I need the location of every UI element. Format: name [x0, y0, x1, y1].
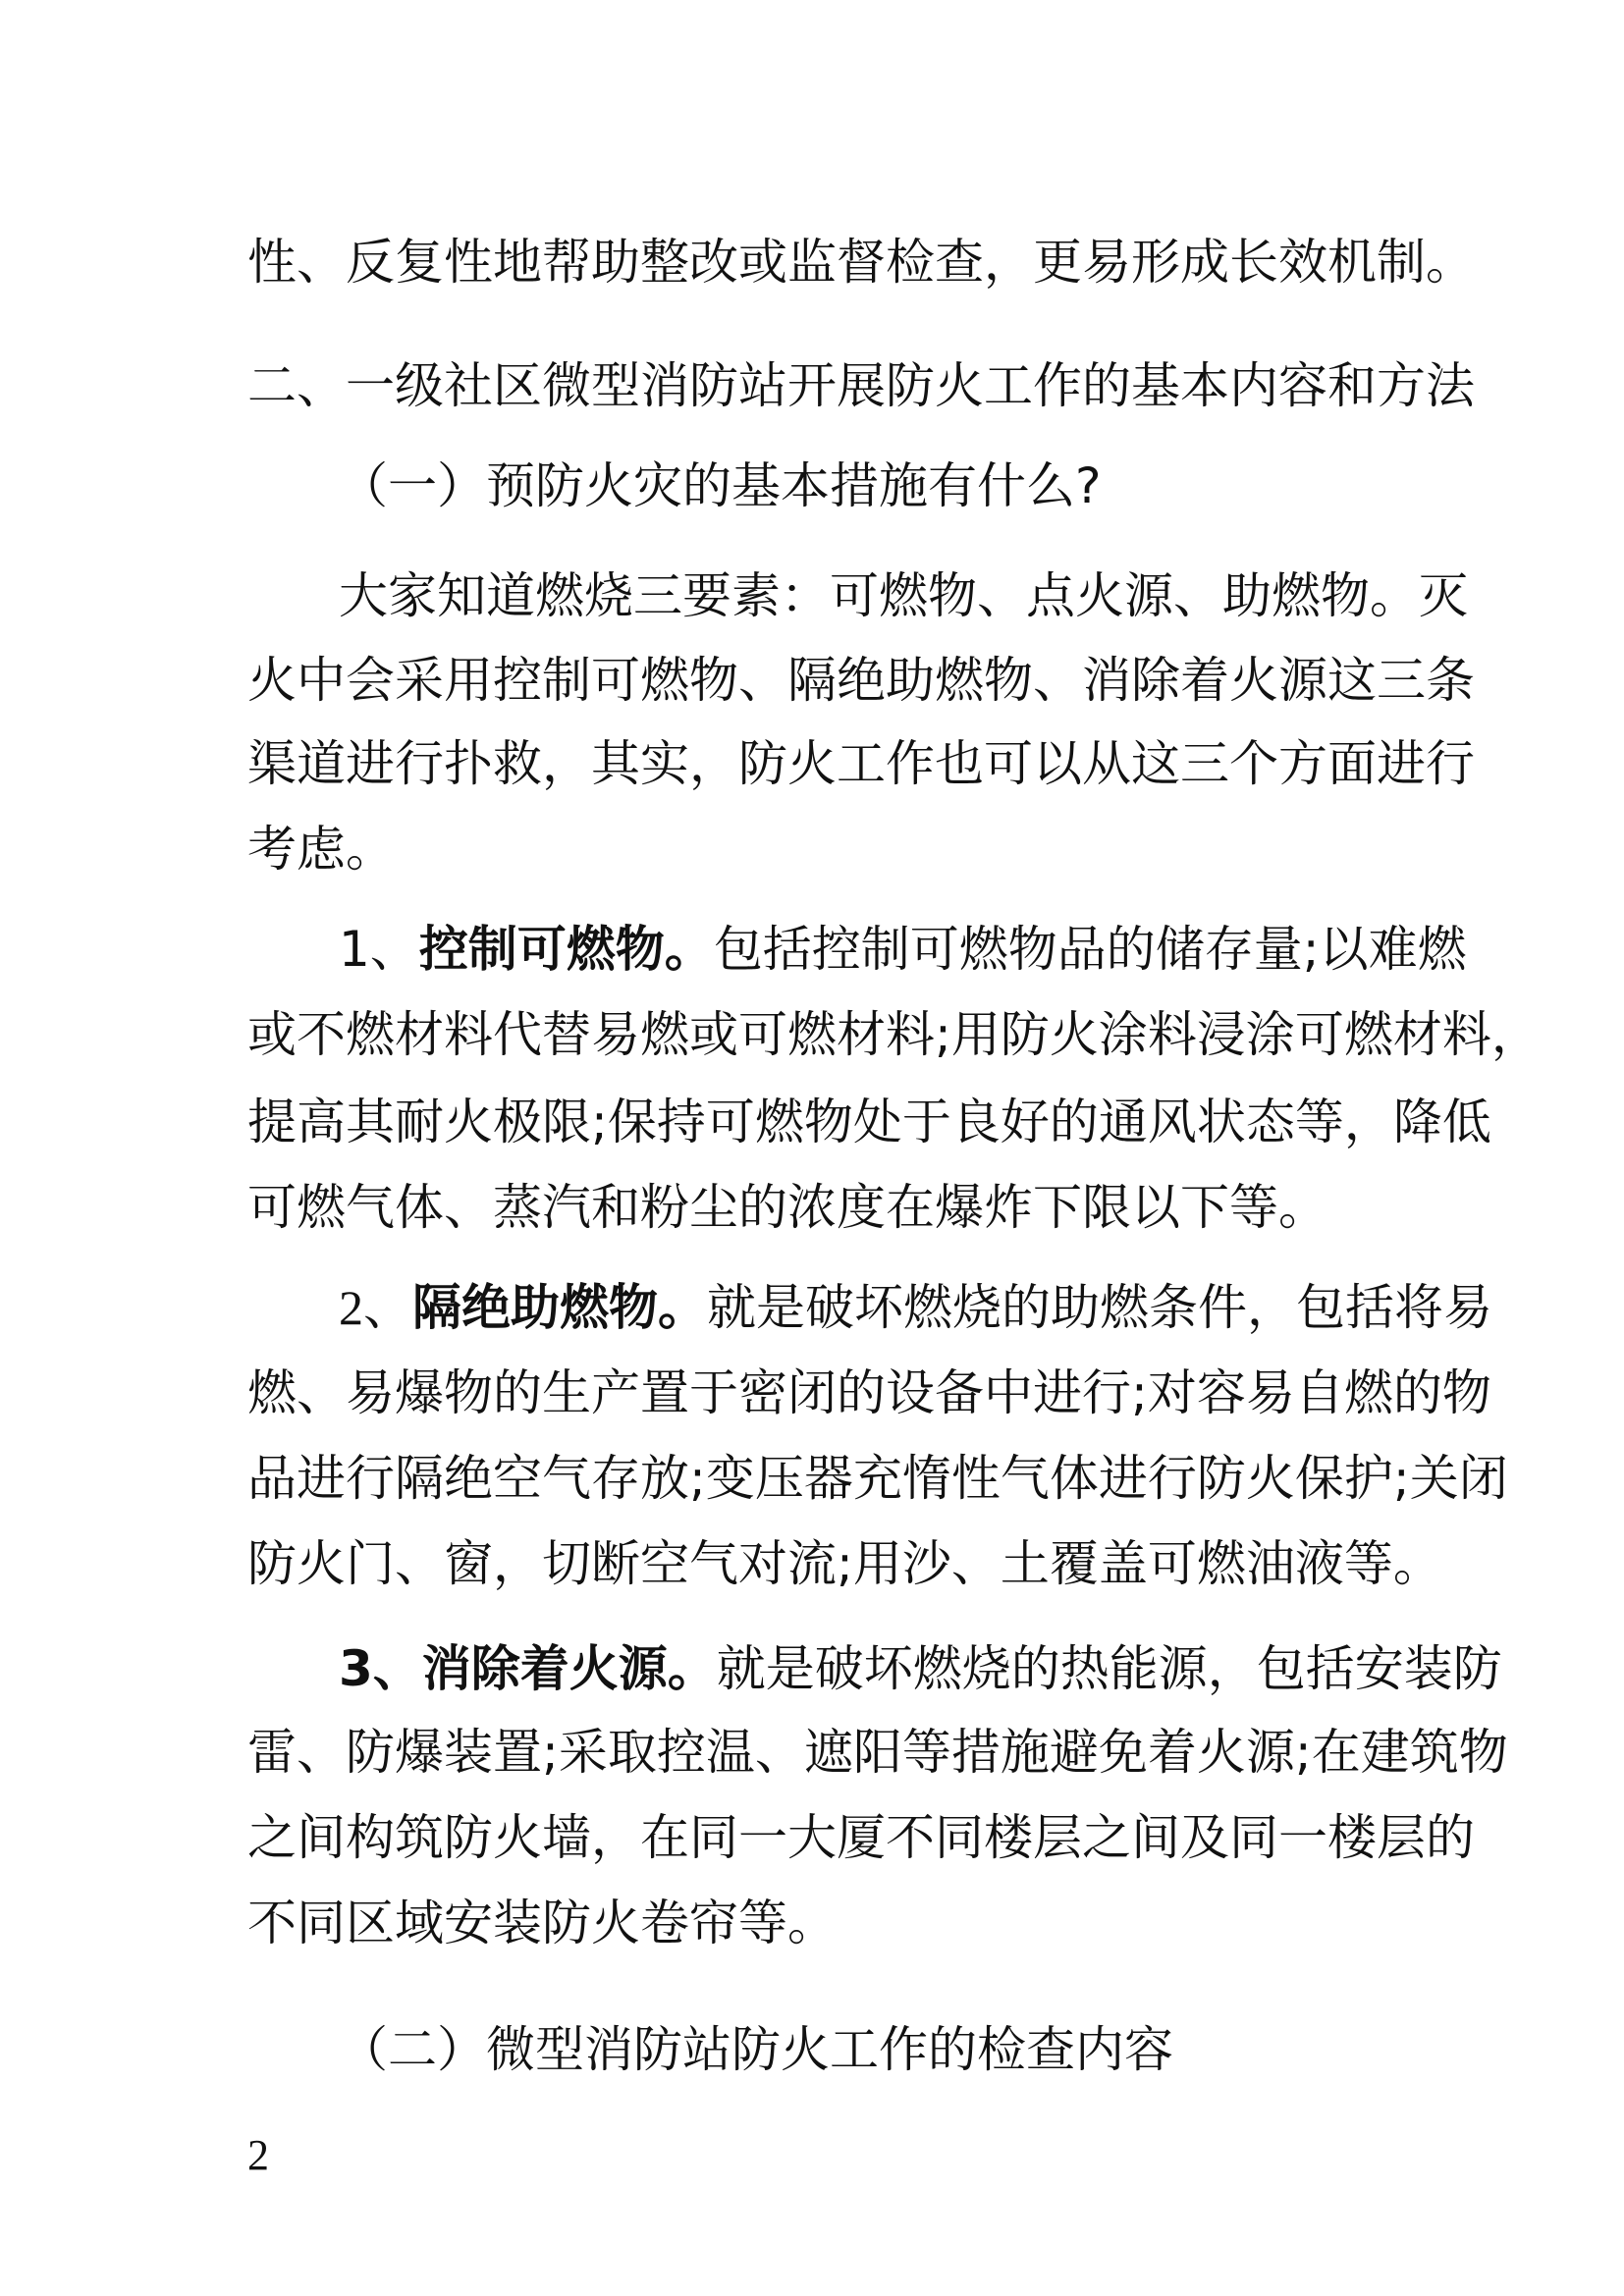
- text-segment: 可燃气体、蒸汽和粉尘的浓度在爆炸下限以下等。: [247, 1179, 1327, 1236]
- text-segment: 雷、防爆装置;采取控温、遮阳等措施避免着火源;在建筑物: [247, 1724, 1508, 1781]
- text-segment: （一）预防火灾的基本措施有什么?: [339, 457, 1102, 514]
- text-line: [339, 561, 1468, 630]
- text-segment: 1、: [339, 921, 419, 978]
- text-line: [247, 1718, 1508, 1787]
- text-line: [247, 1889, 837, 1957]
- text-segment: 2、: [339, 1280, 412, 1335]
- text-segment: 防火门、窗，切断空气对流;用沙、土覆盖可燃油液等。: [247, 1535, 1442, 1592]
- bold-text: 3、消除着火源。: [339, 1640, 717, 1697]
- text-segment: 提高其耐火极限;保持可燃物处于良好的通风状态等，降低: [247, 1094, 1491, 1150]
- bold-text: 隔绝助燃物。: [412, 1279, 707, 1336]
- text-line: [247, 646, 1475, 715]
- text-segment: 不同区域安装防火卷帘等。: [247, 1895, 837, 1951]
- text-segment: （二）微型消防站防火工作的检查内容: [339, 2021, 1173, 2078]
- section-heading: [247, 351, 1475, 420]
- text-segment: 或不燃材料代替易燃或可燃材料;用防火涂料浸涂可燃材料，: [247, 1006, 1541, 1063]
- text-segment: 就是破坏燃烧的助燃条件，包括将易: [707, 1279, 1492, 1336]
- text-line: [247, 1088, 1491, 1156]
- subsection-heading: [339, 2015, 1173, 2084]
- text-line: [339, 915, 1467, 984]
- text-segment: 燃、易爆物的生产置于密闭的设备中进行;对容易自燃的物: [247, 1364, 1491, 1421]
- text-segment: 包括控制可燃物品的储存量;以难燃: [713, 921, 1467, 978]
- text-line: [247, 1529, 1442, 1598]
- text-line: [247, 1000, 1541, 1069]
- subsection-heading: [339, 452, 1102, 520]
- text-line: [247, 1803, 1475, 1872]
- text-segment: 二、一级社区微型消防站开展防火工作的基本内容和方法: [247, 357, 1475, 414]
- text-segment: 就是破坏燃烧的热能源，包括安装防: [716, 1640, 1502, 1697]
- bold-text: 控制可燃物。: [418, 921, 714, 978]
- text-line: [247, 1173, 1327, 1242]
- text-segment: 大家知道燃烧三要素：可燃物、点火源、助燃物。灭: [339, 567, 1468, 624]
- text-line: [339, 1634, 1502, 1703]
- text-line: [339, 1273, 1492, 1342]
- text-line: [247, 815, 395, 883]
- page-number: 2: [247, 2131, 269, 2179]
- text-line: [247, 729, 1475, 798]
- text-segment: 渠道进行扑救，其实，防火工作也可以从这三个方面进行: [247, 735, 1475, 792]
- text-line: [247, 1359, 1491, 1427]
- text-segment: 火中会采用控制可燃物、隔绝助燃物、消除着火源这三条: [247, 652, 1475, 709]
- text-segment: 考虑。: [247, 821, 395, 878]
- text-segment: 性、反复性地帮助整改或监督检查，更易形成长效机制。: [247, 234, 1475, 291]
- text-segment: 之间构筑防火墙，在同一大厦不同楼层之间及同一楼层的: [247, 1809, 1475, 1866]
- text-line: [247, 228, 1475, 296]
- text-line: [247, 1444, 1508, 1513]
- text-segment: 品进行隔绝空气存放;变压器充惰性气体进行防火保护;关闭: [247, 1450, 1508, 1507]
